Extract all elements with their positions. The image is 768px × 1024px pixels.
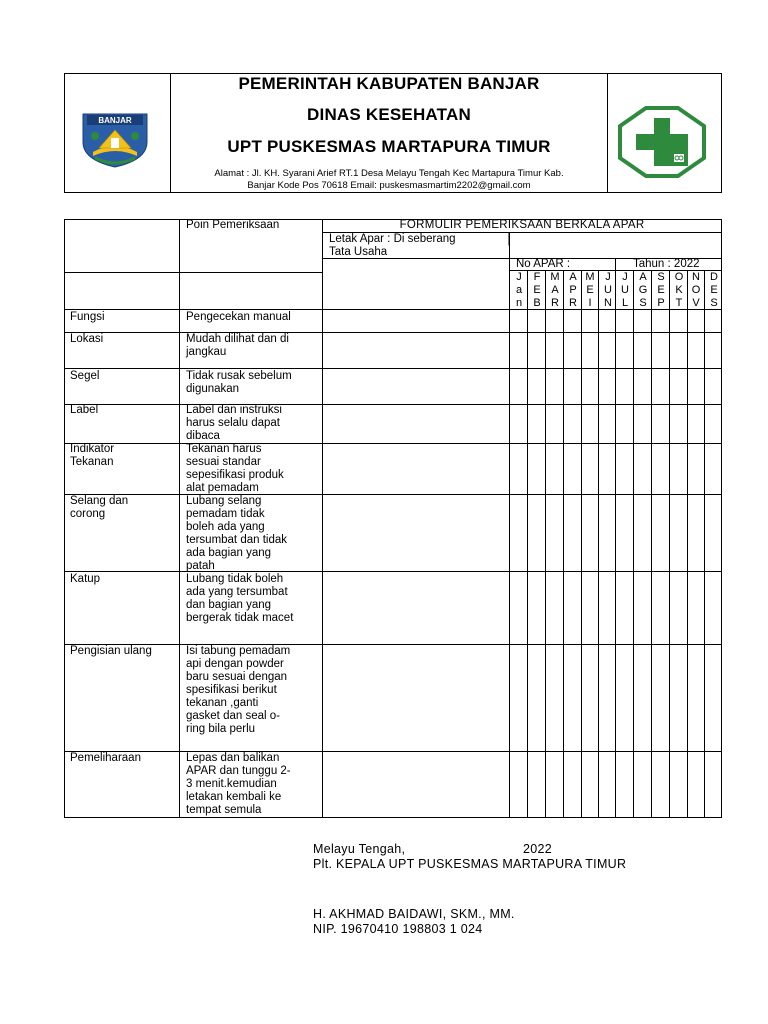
row-item-katup: Katup [70,573,101,585]
row-check-fungsi: Pengecekan manual [186,311,291,323]
puskesmas-cross-emblem-icon [618,106,706,178]
header-line-agency: DINAS KESEHATAN [307,105,471,124]
address-line-1: Alamat : Jl. KH. Syarani Arief RT.1 Desa Melayu Tengah Kec Martapura Timur Kab. [214,168,564,179]
month-header-jan: J a n [515,271,523,309]
signature-name: H. AKHMAD BAIDAWI, SKM., MM. [313,907,515,921]
row-item-label: Label [70,404,99,416]
row-item-pengisian: Pengisian ulang [70,645,152,657]
row-item-indikator: Indikator Tekanan [70,443,115,468]
signature-year: 2022 [523,842,553,856]
row-item-segel: Segel [70,370,100,382]
letak-apar-label: Letak Apar : Di seberang Tata Usaha [329,233,456,258]
row-item-fungsi: Fungsi [70,311,105,323]
header-line-government: PEMERINTAH KABUPATEN BANJAR [238,74,540,93]
letterhead [64,73,722,193]
signature-position: Plt. KEPALA UPT PUSKESMAS MARTAPURA TIMUR [313,857,627,871]
tahun-label: Tahun : 2022 [633,258,700,270]
form-title: FORMULIR PEMERIKSAAN BERKALA APAR [399,219,645,231]
row-check-label: Label dan instruksi harus selalu dapat dibaca [186,404,282,442]
column-header-poin: Poin Pemeriksaan [186,219,280,231]
row-item-pemeliharaan: Pemeliharaan [70,752,141,764]
month-header-feb: F E B [533,271,541,309]
month-header-jun: J U N [604,271,612,309]
month-header-okt: O K T [674,271,684,309]
month-header-mar: M A R [550,271,560,309]
header-address [171,168,607,192]
apar-inspection-form [64,219,722,818]
address-line-2: Banjar Kode Pos 70618 Email: puskesmasmartim2202@gmail.com [247,180,531,191]
banjar-regency-emblem-icon [79,112,151,168]
month-header-sep: S E P [657,271,665,309]
signature-place: Melayu Tengah, [313,842,406,856]
month-header-apr: A P R [569,271,577,309]
row-check-segel: Tidak rusak sebelum digunakan [186,370,292,395]
month-header-des: D E S [710,271,718,309]
banjar-logo-text: BANJAR [98,116,132,125]
row-check-lokasi: Mudah dilihat dan di jangkau [186,333,289,358]
row-item-lokasi: Lokasi [70,333,104,345]
no-apar-label: No APAR : [516,258,571,270]
row-item-selang: Selang dan corong [70,495,129,520]
month-header-jul: J U L [621,271,629,309]
right-logo-cell [607,74,722,192]
row-check-pengisian: Isi tabung pemadam api dengan powder baru sesuai dengan spesifikasi berikut tekanan ,ganti gasket dan seal o- ring bila perlu [186,645,291,735]
row-check-indikator: Tekanan harus sesuai standar sepesifikasi produk alat pemadam [186,443,284,494]
signature-nip: NIP. 19670410 198803 1 024 [313,922,483,936]
header-line-unit: UPT PUSKESMAS MARTAPURA TIMUR [227,137,551,156]
row-check-katup: Lubang tidak boleh ada yang tersumbat dan bagian yang bergerak tidak macet [186,573,294,624]
row-check-pemeliharaan: Lepas dan balikan APAR dan tunggu 2- 3 menit.kemudian letakan kembali ke tempat semula [186,752,291,816]
month-header-nov: N O V [691,271,701,309]
month-header-ags: A G S [638,271,648,309]
month-header-mei: M E I [585,271,595,309]
row-check-selang: Lubang selang pemadam tidak boleh ada yang tersumbat dan tidak ada bagian yang patah [186,495,288,572]
left-logo-cell [65,74,171,192]
